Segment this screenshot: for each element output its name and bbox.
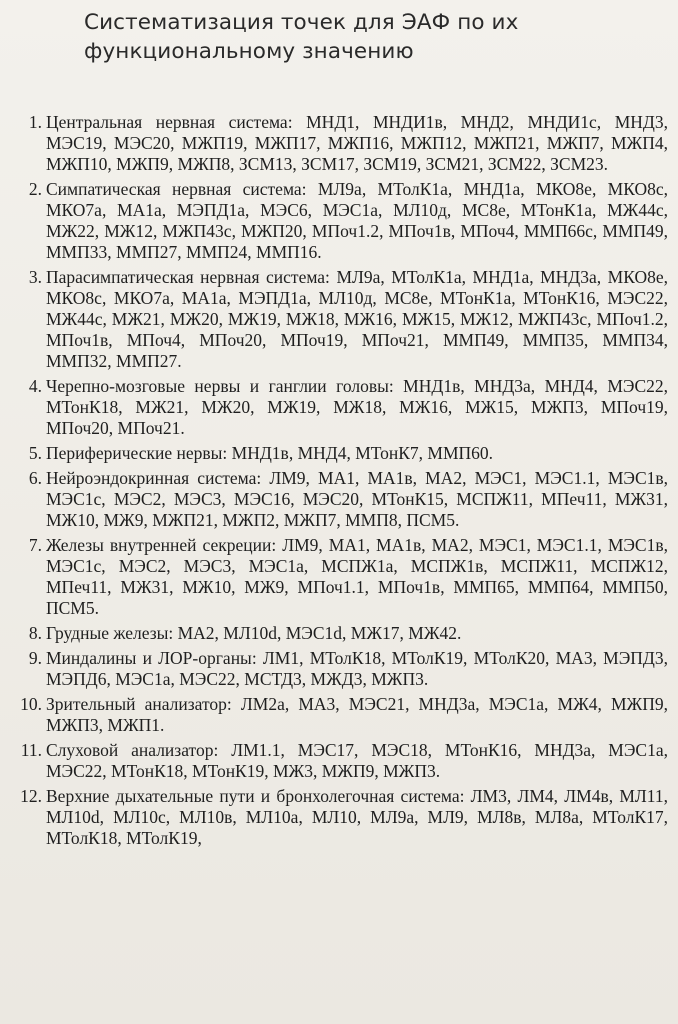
list-item: [14, 740, 668, 782]
item-text: Черепно-мозговые нервы и ганглии головы: МНД1в, МНД3а, МНД4, МЭС22, МТонК18, МЖ21, МЖ20, МЖ19, МЖ18, МЖ16, МЖ15, МЖП3, МПоч19, МПоч20, МПоч21.: [46, 376, 668, 438]
item-number: 9.: [28, 648, 42, 668]
item-text: Зрительный анализатор: ЛМ2а, МА3, МЭС21, МНД3а, МЭС1а, МЖ4, МЖП9, МЖП3, МЖП1.: [46, 694, 668, 735]
item-text: Миндалины и ЛОР-органы: ЛМ1, МТолК18, МТолК19, МТолК20, МА3, МЭПД3, МЭПД6, МЭС1а, МЭС22, МСТД3, МЖД3, МЖП3.: [46, 648, 668, 689]
item-number: 11.: [20, 740, 42, 760]
page-title: Систематизация точек для ЭАФ по их функциональному значению: [84, 10, 519, 64]
item-text: Грудные железы: МА2, МЛ10d, МЭС1d, МЖ17, МЖ42.: [46, 623, 462, 643]
item-number: 8.: [28, 623, 42, 643]
item-number: 5.: [28, 443, 42, 463]
list-item: [14, 694, 668, 736]
item-text: Верхние дыхательные пути и бронхолегочная система: ЛМ3, ЛМ4, ЛМ4в, МЛ11, МЛ10d, МЛ10с, МЛ10в, МЛ10а, МЛ10, МЛ9а, МЛ9, МЛ8в, МЛ8а, МТолК17, МТолК18, МТолК19,: [46, 786, 668, 848]
item-number: 3.: [28, 267, 42, 287]
list-item: [14, 267, 668, 372]
item-number: 1.: [28, 112, 42, 132]
points-list: [14, 112, 668, 853]
list-item: [14, 443, 668, 464]
item-text: Железы внутренней секреции: ЛМ9, МА1, МА1в, МА2, МЭС1, МЭС1.1, МЭС1в, МЭС1с, МЭС2, МЭС3, МЭС1а, МСПЖ1а, МСПЖ1в, МСПЖ11, МСПЖ12, МПеч11, МЖ31, МЖ10, МЖ9, МПоч1.1, МПоч1в, ММП65, ММП64, ММП50, ПСМ5.: [46, 535, 668, 618]
item-number: 2.: [28, 179, 42, 199]
item-number: 10.: [20, 694, 42, 714]
item-number: 7.: [28, 535, 42, 555]
item-text: Симпатическая нервная система: МЛ9а, МТолК1а, МНД1а, МКО8е, МКО8с, МКО7а, МА1а, МЭПД1а, МЭС6, МЭС1а, МЛ10д, МС8е, МТонК1а, МЖ44с, МЖ22, МЖ12, МЖП43с, МЖП20, МПоч1.2, МПоч1в, МПоч4, ММП66с, ММП49, ММП33, ММП27, ММП24, ММП16.: [46, 179, 668, 262]
item-number: 12.: [20, 786, 42, 806]
list-item: [14, 376, 668, 439]
item-text: Слуховой анализатор: ЛМ1.1, МЭС17, МЭС18, МТонК16, МНД3а, МЭС1а, МЭС22, МТонК18, МТонК19, МЖ3, МЖП9, МЖП3.: [46, 740, 668, 781]
list-item: [14, 648, 668, 690]
list-item: [14, 179, 668, 263]
item-text: Парасимпатическая нервная система: МЛ9а, МТолК1а, МНД1а, МНД3а, МКО8е, МКО8с, МКО7а, МА1а, МЭПД1а, МЛ10д, МС8е, МТонК1а, МТонК16, МЭС22, МЖ44с, МЖ21, МЖ20, МЖ19, МЖ18, МЖ16, МЖ15, МЖ12, МЖП43с, МПоч1.2, МПоч1в, МПоч4, МПоч20, МПоч19, МПоч21, ММП49, ММП35, ММП34, ММП32, ММП27.: [46, 267, 668, 371]
item-text: Периферические нервы: МНД1в, МНД4, МТонК7, ММП60.: [46, 443, 494, 463]
list-item: [14, 535, 668, 619]
item-number: 4.: [28, 376, 42, 396]
list-item: [14, 786, 668, 849]
item-text: Нейроэндокринная система: ЛМ9, МА1, МА1в, МА2, МЭС1, МЭС1.1, МЭС1в, МЭС1с, МЭС2, МЭС3, МЭС16, МЭС20, МТонК15, МСПЖ11, МПеч11, МЖ31, МЖ10, МЖ9, МЖП21, МЖП2, МЖП7, ММП8, ПСМ5.: [46, 468, 668, 530]
item-text: Центральная нервная система: МНД1, МНДИ1в, МНД2, МНДИ1с, МНД3, МЭС19, МЭС20, МЖП19, МЖП17, МЖП16, МЖП12, МЖП21, МЖП7, МЖП4, МЖП10, МЖП9, МЖП8, ЗСМ13, ЗСМ17, ЗСМ19, ЗСМ21, ЗСМ22, ЗСМ23.: [46, 112, 668, 174]
list-item: [14, 112, 668, 175]
list-item: [14, 468, 668, 531]
item-number: 6.: [28, 468, 42, 488]
list-item: [14, 623, 668, 644]
